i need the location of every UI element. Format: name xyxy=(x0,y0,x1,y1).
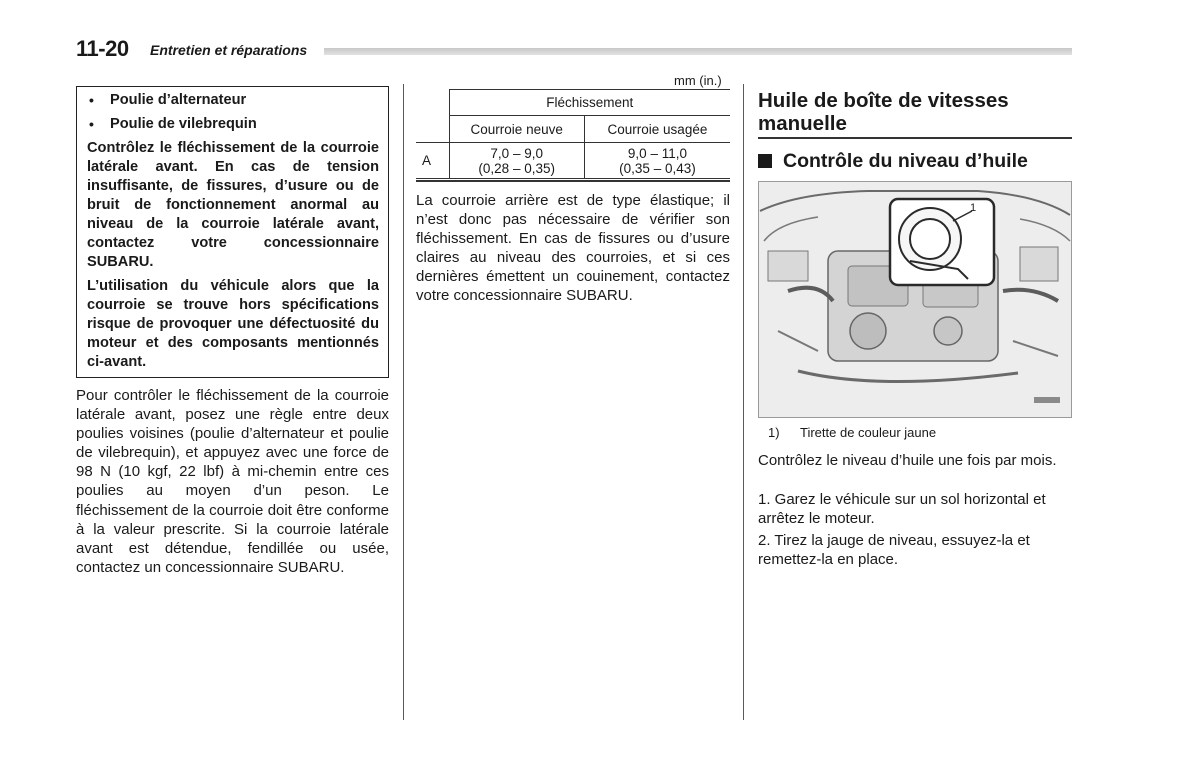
instruction-paragraph: Contrôlez le niveau d’huile une fois par mois. xyxy=(758,452,1057,469)
warning-bullet: • Poulie d’alternateur xyxy=(87,91,379,110)
value-imperial: (0,35 – 0,43) xyxy=(619,160,696,176)
figure-caption xyxy=(768,425,936,440)
table-corner-cell xyxy=(416,90,449,143)
unit-note: mm (in.) xyxy=(674,73,722,88)
warning-paragraph: Contrôlez le fléchissement de la courroie latérale avant. En cas de tension insuffisante, de fissures, d’usure ou de bruit de fonctionnement anormal au niveau de la courroie latérale avant, contactez votre concessionnaire SUBARU. xyxy=(87,140,379,270)
column-divider-right xyxy=(743,84,744,720)
engine-bay-illustration xyxy=(758,181,1072,418)
page-header xyxy=(76,34,1072,64)
warning-paragraph: L’utilisation du véhicule alors que la courroie se trouve hors spécifications risque de provoquer une défectuosité du moteur et des composants mentionnés ci-avant. xyxy=(87,278,379,370)
table-bottom-rule xyxy=(416,180,730,182)
section-heading: Huile de boîte de vitesses manuelle xyxy=(758,89,1009,135)
table-group-header: Fléchissement xyxy=(449,90,730,116)
square-bullet-icon xyxy=(758,154,772,168)
callout-number: 1 xyxy=(970,202,977,214)
table-row-label: A xyxy=(416,143,449,179)
subsection-heading-text: Contrôle du niveau d’huile xyxy=(783,150,1028,172)
header-rule xyxy=(324,48,1072,55)
column-divider-left xyxy=(403,84,404,720)
value-imperial: (0,28 – 0,35) xyxy=(478,160,555,176)
belt-check-paragraph: Pour contrôler le fléchissement de la courroie latérale avant, posez une règle entre deux poulies voisines (poulie d’alternateur et poulie de vilebrequin), et appuyez avec une force de 98 N (10 kgf, 22 lbf) à mi-chemin entre ces poulies au moyen d’un peson. Le fléchissement de la courroie doit être conforme à la valeur prescrite. Si la courroie latérale avant est détendue, fendillée ou usée, contactez un concessionnaire SUBARU. xyxy=(76,387,389,576)
warning-bullet: • Poulie de vilebrequin xyxy=(87,115,379,134)
warning-box xyxy=(76,86,389,378)
section-title: Entretien et réparations xyxy=(150,42,308,58)
table-column-header: Courroie neuve xyxy=(449,116,584,143)
value-metric: 9,0 – 11,0 xyxy=(627,145,687,161)
table-cell xyxy=(449,143,584,179)
instruction-step: 2. Tirez la jauge de niveau, essuyez-la et remettez-la en place. xyxy=(758,532,1030,569)
value-metric: 7,0 – 9,0 xyxy=(490,145,543,161)
deflection-table xyxy=(416,89,730,179)
table-row xyxy=(416,143,730,179)
heading-rule xyxy=(758,137,1072,139)
caption-text: Tirette de couleur jaune xyxy=(800,425,937,440)
page-number: 11-20 xyxy=(76,36,129,61)
engine-bay-drawing xyxy=(758,181,1072,418)
table-cell xyxy=(584,143,730,179)
instruction-step: 1. Garez le véhicule sur un sol horizontal et arrêtez le moteur. xyxy=(758,491,1046,528)
caption-number: 1) xyxy=(768,425,780,440)
rear-belt-paragraph: La courroie arrière est de type élastique; il n’est donc pas nécessaire de vérifier son fléchissement. En cas de fissures ou d’usure claires au niveau des courroies, et si ces dernières émettent un couinement, contactez votre concessionnaire SUBARU. xyxy=(416,192,730,305)
table-column-header: Courroie usagée xyxy=(584,116,730,143)
subsection-heading xyxy=(758,149,1072,173)
